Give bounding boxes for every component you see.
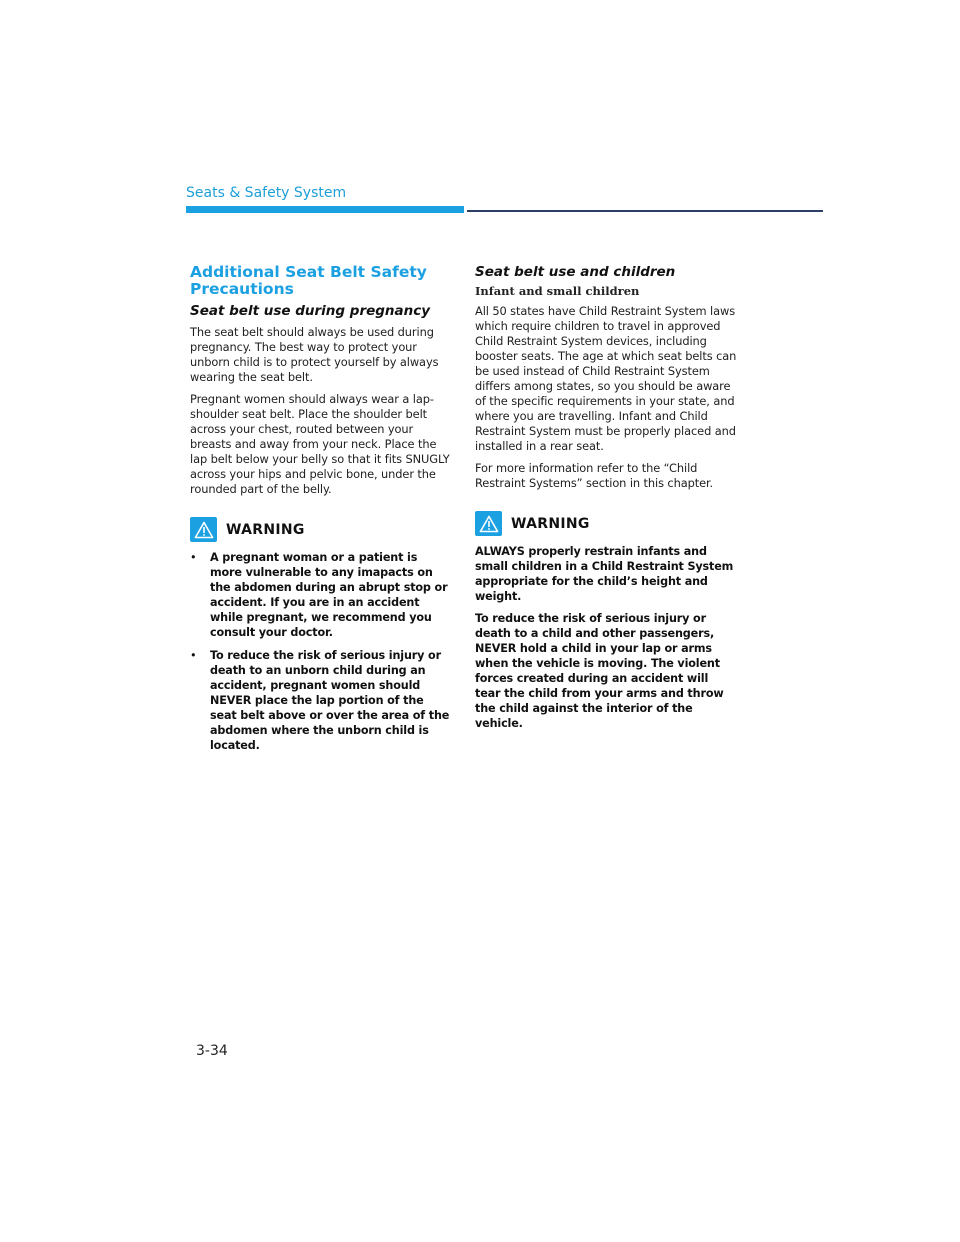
paragraph: For more information refer to the “Child Restraint Systems” section in this chapter. [475,461,714,490]
paragraph: Pregnant women should always wear a lap-shoulder seat belt. Place the shoulder belt across your chest, routed between your breasts and away from your neck. Place the lap belt below your belly so that it fits SNUGLY across your hips and pelvic bone, under the rounded part of the belly. [190,392,450,496]
header-rule [467,210,823,212]
warning-header [475,511,737,536]
warning-triangle-icon [475,511,502,536]
paragraph: All 50 states have Child Restraint System laws which require children to travel in approved Child Restraint System devices, including booster seats. The age at which seat belts can be used instead of Child Restraint System differs among states, so you should be aware of the specific requirements in your state, and where you are travelling. Infant and Child Restraint System must be properly placed and installed in a rear seat. [475,304,737,453]
section-heading: Additional Seat Belt Safety Precautions [190,263,427,298]
right-column [475,264,737,738]
warning-label: WARNING [511,515,590,532]
warning-label: WARNING [226,521,305,538]
left-column [190,264,452,761]
warning-text: ALWAYS properly restrain infants and small children in a Child Restraint System appropriate for the child’s height and weight. [475,545,734,603]
minor-heading: Infant and small children [475,284,640,298]
warning-triangle-icon [190,517,217,542]
warning-text: To reduce the risk of serious injury or death to a child and other passengers, NEVER hold a child in your lap or arms when the vehicle is moving. The violent forces created during an accident will tear the child from your arms and throw the child against the interior of the vehicle. [475,612,724,730]
section-title: Seats & Safety System [186,185,347,201]
subheading-children: Seat belt use and children [475,264,676,280]
header-rule-accent [186,206,464,213]
page-number: 3-34 [196,1043,228,1059]
paragraph: The seat belt should always be used during pregnancy. The best way to protect your unborn child is to protect yourself by always wearing the seat belt. [190,325,439,384]
warning-item: • A pregnant woman or a patient is more vulnerable to any imapacts on the abdomen during an abrupt stop or accident. If you are in an accident while pregnant, we recommend you consult your doctor. [190,550,452,640]
warning-list [190,550,452,753]
subheading-pregnancy: Seat belt use during pregnancy [190,303,431,319]
warning-header [190,517,452,542]
warning-item: • To reduce the risk of serious injury or death to an unborn child during an accident, pregnant women should NEVER place the lap portion of the seat belt above or over the area of the abdomen where the unborn child is located. [190,648,452,753]
